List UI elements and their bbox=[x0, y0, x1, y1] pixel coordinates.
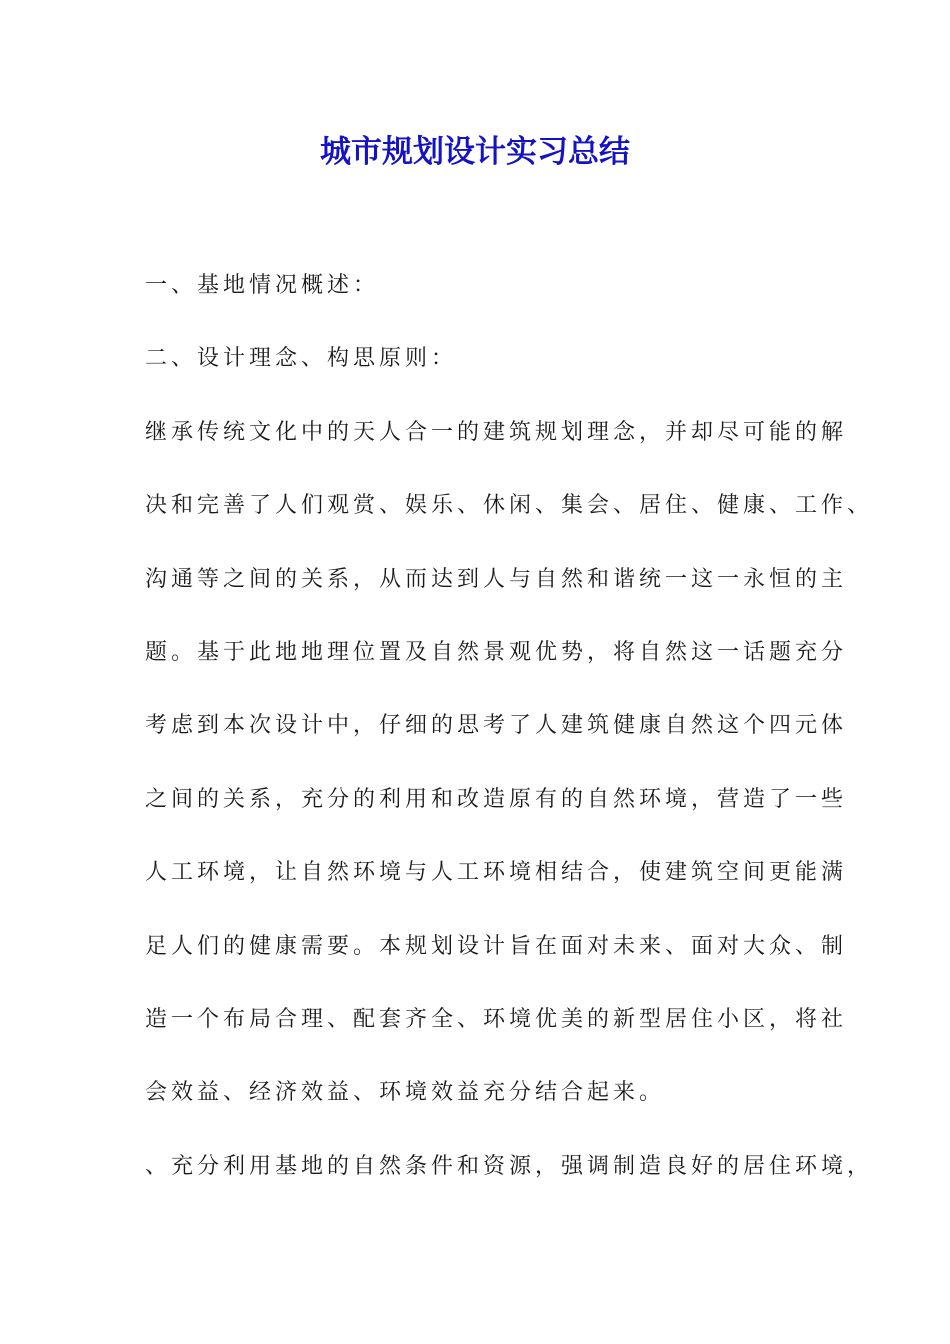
paragraph-line: 人工环境，让自然环境与人工环境相结合，使建筑空间更能满 bbox=[145, 860, 848, 886]
paragraph-line: 、充分利用基地的自然条件和资源，强调制造良好的居住环境， bbox=[145, 1153, 874, 1179]
paragraph-line: 决和完善了人们观赏、娱乐、休闲、集会、居住、健康、工作、 bbox=[145, 493, 874, 519]
paragraph-line: 会效益、经济效益、环境效益充分结合起来。 bbox=[145, 1080, 666, 1106]
document-body bbox=[145, 260, 874, 1214]
paragraph-line: 继承传统文化中的天人合一的建筑规划理念，并却尽可能的解 bbox=[145, 419, 848, 445]
paragraph-line: 沟通等之间的关系，从而达到人与自然和谐统一这一永恒的主 bbox=[145, 566, 848, 592]
paragraph-line: 造一个布局合理、配套齐全、环境优美的新型居住小区，将社 bbox=[145, 1006, 848, 1032]
paragraph-line: 足人们的健康需要。本规划设计旨在面对未来、面对大众、制 bbox=[145, 933, 848, 959]
section-heading-site-overview: 一、基地情况概述： bbox=[145, 273, 380, 298]
document-title: 城市规划设计实习总结 bbox=[320, 134, 630, 170]
paragraph-line: 题。基于此地地理位置及自然景观优势，将自然这一话题充分 bbox=[145, 639, 848, 665]
section-heading-design-concept: 二、设计理念、构思原则： bbox=[145, 346, 458, 372]
paragraph-line: 考虑到本次设计中，仔细的思考了人建筑健康自然这个四元体 bbox=[145, 713, 848, 739]
paragraph-line: 之间的关系，充分的利用和改造原有的自然环境，营造了一些 bbox=[145, 786, 848, 812]
